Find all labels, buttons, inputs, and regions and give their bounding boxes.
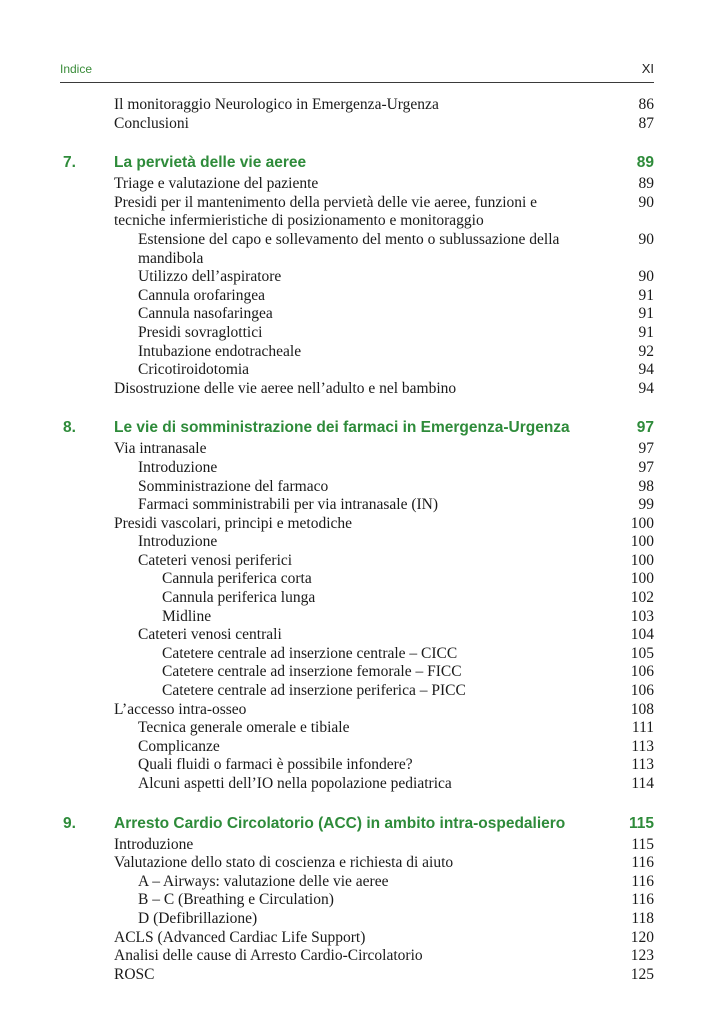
entry-page-number: 114 [631, 775, 654, 792]
toc-entry[interactable] [60, 570, 654, 589]
table-of-contents [60, 96, 654, 984]
toc-entry[interactable] [60, 910, 654, 929]
entry-title: Complicanze [138, 737, 220, 755]
toc-entry[interactable] [60, 305, 654, 324]
entry-page-number: 115 [631, 835, 654, 853]
entry-page-number: 90 [638, 268, 654, 286]
entry-page-number: 111 [631, 719, 654, 737]
entry-title: Disostruzione delle vie aeree nell’adulto e nel bambino [114, 379, 457, 397]
entry-page-number: 90 [638, 193, 654, 211]
toc-entry[interactable] [60, 478, 654, 497]
entry-page-number: 105 [630, 644, 654, 662]
entry-title: Introduzione [138, 458, 218, 476]
entry-title: Somministrazione del farmaco [138, 477, 329, 495]
entry-title: Utilizzo dell’aspiratore [138, 268, 282, 286]
entry-title: Catetere centrale ad inserzione centrale – CICC [162, 644, 458, 662]
entry-title: Via intranasale [114, 440, 207, 458]
chapter-number: 9. [63, 814, 76, 832]
entry-title: Estensione del capo e sollevamento del mento o sublussazione della mandibola [138, 230, 560, 267]
toc-entry[interactable] [60, 380, 654, 399]
entry-page-number: 116 [631, 891, 654, 909]
entry-title: Intubazione endotracheale [138, 342, 302, 360]
entry-title: Cannula nasofaringea [138, 305, 273, 323]
toc-entry[interactable] [60, 719, 654, 738]
toc-entry[interactable] [60, 496, 654, 515]
entry-page-number: 102 [630, 589, 654, 607]
entry-title: Introduzione [114, 835, 194, 853]
entry-title: Arresto Cardio Circolatorio (ACC) in ambito intra-ospedaliero [114, 814, 566, 832]
running-header [60, 58, 654, 83]
entry-title: Triage e valutazione del paziente [114, 175, 319, 193]
entry-page-number: 89 [636, 154, 654, 172]
entry-page-number: 125 [630, 965, 654, 983]
entry-title: ROSC [114, 965, 155, 983]
entry-page-number: 91 [638, 286, 654, 304]
entry-title: Catetere centrale ad inserzione femorale – FICC [162, 663, 462, 681]
entry-page-number: 97 [638, 440, 654, 458]
toc-entry[interactable] [60, 756, 654, 775]
entry-title: ACLS (Advanced Cardiac Life Support) [114, 928, 366, 946]
chapter-number: 8. [63, 419, 76, 437]
header-section-title: Indice [60, 62, 93, 76]
entry-title: La pervietà delle vie aeree [114, 154, 307, 172]
toc-entry[interactable] [60, 738, 654, 757]
toc-entry[interactable] [60, 96, 654, 115]
entry-title: Valutazione dello stato di coscienza e richiesta di aiuto [114, 854, 454, 872]
entry-page-number: 123 [630, 947, 654, 965]
toc-entry[interactable] [60, 515, 654, 534]
entry-title: L’accesso intra-osseo [114, 700, 247, 718]
entry-page-number: 115 [628, 814, 654, 832]
entry-title: Midline [162, 607, 212, 625]
entry-page-number: 106 [630, 663, 654, 681]
toc-entry[interactable] [60, 873, 654, 892]
toc-entry[interactable] [60, 775, 654, 794]
toc-entry[interactable] [60, 287, 654, 306]
entry-page-number: 90 [638, 230, 654, 248]
entry-title: Catetere centrale ad inserzione periferica – PICC [162, 682, 466, 700]
toc-entry[interactable] [60, 440, 654, 459]
toc-entry[interactable] [60, 231, 654, 268]
entry-page-number: 120 [630, 928, 654, 946]
entry-page-number: 94 [638, 361, 654, 379]
toc-entry[interactable] [60, 682, 654, 701]
entry-page-number: 87 [638, 114, 654, 132]
toc-entry[interactable] [60, 608, 654, 627]
entry-page-number: 113 [631, 756, 654, 774]
toc-entry[interactable] [60, 175, 654, 194]
entry-page-number: 92 [638, 342, 654, 360]
toc-entry[interactable] [60, 626, 654, 645]
entry-title: Conclusioni [114, 114, 189, 132]
entry-page-number: 108 [630, 700, 654, 718]
toc-entry[interactable] [60, 854, 654, 873]
entry-title: Il monitoraggio Neurologico in Emergenza-Urgenza [114, 96, 439, 113]
entry-page-number: 106 [630, 682, 654, 700]
entry-title: Cateteri venosi centrali [138, 626, 282, 644]
entry-title: Tecnica generale omerale e tibiale [138, 719, 350, 737]
entry-page-number: 113 [631, 737, 654, 755]
entry-page-number: 99 [638, 496, 654, 514]
entry-title: Presidi sovraglottici [138, 323, 263, 341]
entry-title: Presidi per il mantenimento della pervietà delle vie aeree, funzioni e tecniche infermieristiche di posizionamento e monitoraggio [114, 193, 538, 230]
entry-page-number: 104 [630, 626, 654, 644]
entry-page-number: 97 [638, 458, 654, 476]
toc-entry[interactable] [60, 324, 654, 343]
entry-page-number: 118 [631, 909, 654, 927]
toc-entry[interactable] [60, 891, 654, 910]
entry-title: Le vie di somministrazione dei farmaci in Emergenza-Urgenza [114, 419, 570, 437]
entry-title: A – Airways: valutazione delle vie aeree [138, 872, 389, 890]
toc-entry[interactable] [60, 836, 654, 855]
toc-entry[interactable] [60, 115, 654, 134]
toc-entry[interactable] [60, 701, 654, 720]
entry-page-number: 86 [638, 96, 654, 113]
toc-chapter-heading[interactable] [60, 814, 654, 833]
toc-entry[interactable] [60, 589, 654, 608]
entry-page-number: 94 [638, 379, 654, 397]
entry-page-number: 91 [638, 323, 654, 341]
toc-entry[interactable] [60, 533, 654, 552]
entry-page-number: 91 [638, 305, 654, 323]
toc-entry[interactable] [60, 552, 654, 571]
header-page-number: XI [641, 61, 654, 76]
chapter-number: 7. [63, 154, 76, 172]
entry-page-number: 89 [638, 175, 654, 193]
entry-title: Alcuni aspetti dell’IO nella popolazione pediatrica [138, 775, 452, 792]
toc-entry[interactable] [60, 929, 654, 948]
entry-title: Cannula periferica lunga [162, 589, 316, 607]
entry-title: Cateteri venosi periferici [138, 551, 293, 569]
toc-entry[interactable] [60, 343, 654, 362]
toc-entry[interactable] [60, 194, 654, 231]
toc-entry[interactable] [60, 947, 654, 966]
entry-title: D (Defibrillazione) [138, 909, 258, 927]
entry-title: Cannula orofaringea [138, 286, 265, 304]
entry-title: Cannula periferica corta [162, 570, 312, 588]
toc-entry[interactable] [60, 663, 654, 682]
toc-entry[interactable] [60, 966, 654, 985]
entry-page-number: 100 [630, 570, 654, 588]
entry-title: Presidi vascolari, principi e metodiche [114, 514, 353, 532]
entry-title: Cricotiroidotomia [138, 361, 250, 379]
entry-page-number: 100 [630, 533, 654, 551]
entry-page-number: 100 [630, 551, 654, 569]
toc-chapter-heading[interactable] [60, 153, 654, 172]
toc-entry[interactable] [60, 361, 654, 380]
entry-page-number: 116 [631, 854, 654, 872]
entry-page-number: 97 [636, 419, 654, 437]
entry-title: Quali fluidi o farmaci è possibile infondere? [138, 756, 413, 774]
toc-entry[interactable] [60, 268, 654, 287]
toc-entry[interactable] [60, 645, 654, 664]
entry-page-number: 98 [638, 477, 654, 495]
entry-title: Farmaci somministrabili per via intranasale (IN) [138, 496, 439, 514]
entry-page-number: 116 [631, 872, 654, 890]
entry-title: Introduzione [138, 533, 218, 551]
entry-title: B – C (Breathing e Circulation) [138, 891, 334, 909]
entry-page-number: 103 [630, 607, 654, 625]
entry-page-number: 100 [630, 514, 654, 532]
toc-entry[interactable] [60, 459, 654, 478]
entry-title: Analisi delle cause di Arresto Cardio-Circolatorio [114, 947, 423, 965]
toc-chapter-heading[interactable] [60, 418, 654, 437]
